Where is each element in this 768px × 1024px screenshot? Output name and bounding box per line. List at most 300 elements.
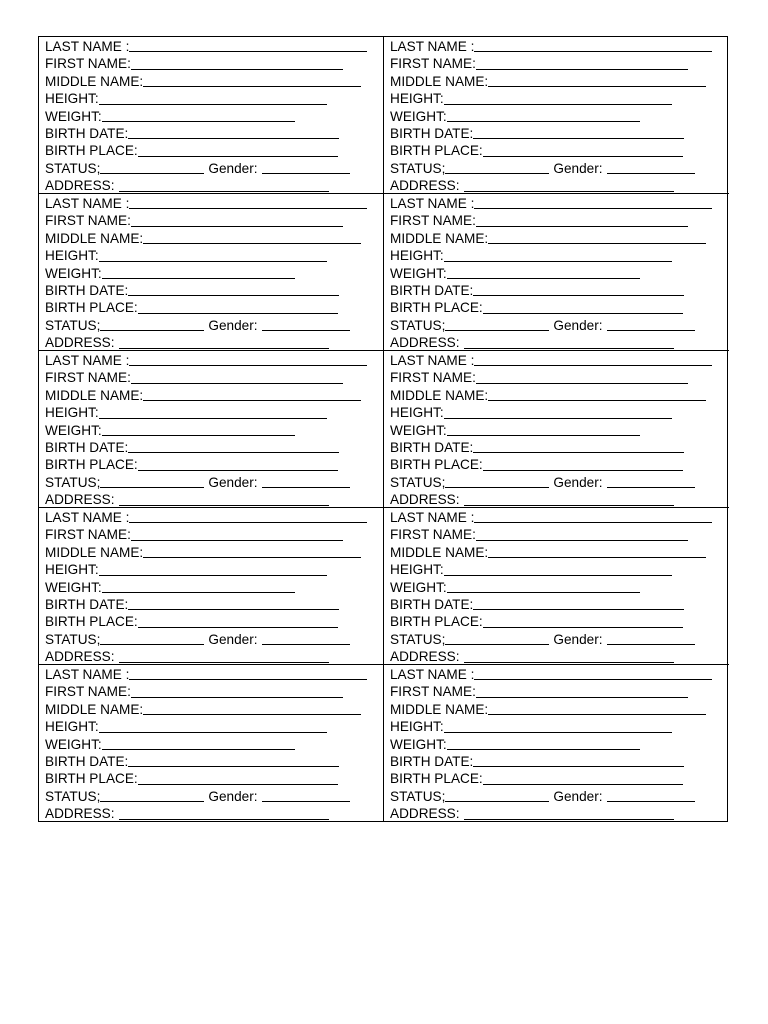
middle-name-line[interactable] — [488, 702, 706, 715]
status-gender-field[interactable] — [390, 160, 729, 177]
weight-field[interactable] — [390, 265, 729, 282]
weight-field[interactable] — [45, 579, 383, 596]
middle-name-label: MIDDLE NAME: — [390, 73, 489, 89]
birth-date-line[interactable] — [473, 126, 684, 139]
address-label: ADDRESS: — [390, 335, 460, 351]
weight-line[interactable] — [447, 737, 640, 750]
middle-name-field[interactable] — [45, 544, 383, 561]
first-name-line[interactable] — [131, 214, 343, 227]
height-field[interactable] — [390, 404, 729, 421]
status-label: STATUS; — [45, 788, 101, 804]
first-name-field[interactable] — [390, 526, 729, 543]
first-name-line[interactable] — [476, 528, 688, 541]
first-name-line[interactable] — [476, 371, 688, 384]
gender-label: Gender: — [553, 631, 603, 647]
status-gender-field[interactable] — [390, 631, 729, 648]
birth-date-label: BIRTH DATE: — [390, 439, 474, 455]
status-line[interactable] — [100, 789, 204, 802]
gender-label: Gender: — [208, 160, 258, 176]
weight-line[interactable] — [447, 580, 640, 593]
gender-line[interactable] — [262, 475, 350, 488]
status-line[interactable] — [445, 789, 549, 802]
middle-name-field[interactable] — [390, 544, 729, 561]
middle-name-line[interactable] — [143, 702, 361, 715]
middle-name-field[interactable] — [45, 701, 383, 718]
height-line[interactable] — [444, 720, 672, 733]
first-name-line[interactable] — [476, 214, 688, 227]
last-name-label: LAST NAME : — [45, 38, 130, 54]
last-name-line[interactable] — [474, 667, 712, 680]
first-name-field[interactable] — [45, 683, 383, 700]
middle-name-label: MIDDLE NAME: — [390, 544, 489, 560]
gender-label: Gender: — [553, 788, 603, 804]
birth-place-line[interactable] — [483, 615, 683, 628]
address-field[interactable] — [45, 177, 383, 194]
status-gender-field[interactable] — [45, 631, 383, 648]
height-line[interactable] — [99, 563, 327, 576]
record-card — [39, 351, 384, 508]
address-field[interactable] — [45, 805, 383, 822]
last-name-label: LAST NAME : — [390, 352, 475, 368]
middle-name-line[interactable] — [143, 74, 361, 87]
first-name-field[interactable] — [45, 526, 383, 543]
birth-place-line[interactable] — [483, 144, 683, 157]
weight-label: WEIGHT: — [390, 579, 447, 595]
height-line[interactable] — [99, 249, 327, 262]
birth-date-label: BIRTH DATE: — [45, 125, 129, 141]
address-line[interactable] — [119, 493, 329, 506]
middle-name-line[interactable] — [488, 388, 706, 401]
birth-place-field[interactable] — [390, 299, 729, 316]
height-line[interactable] — [99, 92, 327, 105]
last-name-field[interactable] — [45, 38, 383, 55]
middle-name-line[interactable] — [488, 74, 706, 87]
birth-date-line[interactable] — [128, 440, 339, 453]
birth-place-label: BIRTH PLACE: — [45, 771, 138, 787]
last-name-field[interactable] — [45, 195, 383, 212]
last-name-line[interactable] — [129, 39, 367, 52]
middle-name-line[interactable] — [488, 231, 706, 244]
gender-line[interactable] — [607, 475, 695, 488]
last-name-line[interactable] — [129, 510, 367, 523]
record-cards-grid — [38, 36, 728, 822]
address-field[interactable] — [390, 648, 729, 665]
first-name-line[interactable] — [131, 57, 343, 70]
gender-label: Gender: — [208, 317, 258, 333]
record-card — [384, 37, 729, 194]
height-label: HEIGHT: — [45, 562, 99, 578]
last-name-line[interactable] — [474, 196, 712, 209]
record-card — [384, 194, 729, 351]
middle-name-field[interactable] — [390, 701, 729, 718]
height-field[interactable] — [45, 247, 383, 264]
first-name-label: FIRST NAME: — [45, 56, 131, 72]
middle-name-label: MIDDLE NAME: — [45, 387, 144, 403]
birth-place-line[interactable] — [483, 458, 683, 471]
birth-date-line[interactable] — [473, 440, 684, 453]
birth-date-field[interactable] — [390, 282, 729, 299]
birth-date-line[interactable] — [128, 754, 339, 767]
height-field[interactable] — [45, 404, 383, 421]
gender-line[interactable] — [607, 318, 695, 331]
gender-label: Gender: — [208, 474, 258, 490]
first-name-field[interactable] — [390, 55, 729, 72]
birth-date-label: BIRTH DATE: — [45, 439, 129, 455]
first-name-field[interactable] — [45, 212, 383, 229]
birth-place-label: BIRTH PLACE: — [45, 614, 138, 630]
status-line[interactable] — [100, 318, 204, 331]
status-line[interactable] — [445, 161, 549, 174]
status-gender-field[interactable] — [390, 474, 729, 491]
birth-place-line[interactable] — [138, 301, 338, 314]
gender-line[interactable] — [262, 632, 350, 645]
birth-date-field[interactable] — [390, 439, 729, 456]
status-line[interactable] — [100, 632, 204, 645]
birth-place-field[interactable] — [45, 770, 383, 787]
record-card — [39, 508, 384, 665]
middle-name-label: MIDDLE NAME: — [390, 230, 489, 246]
record-card — [384, 508, 729, 665]
height-label: HEIGHT: — [390, 562, 444, 578]
birth-place-line[interactable] — [138, 772, 338, 785]
weight-label: WEIGHT: — [390, 265, 447, 281]
address-field[interactable] — [45, 334, 383, 351]
height-label: HEIGHT: — [390, 91, 444, 107]
birth-place-line[interactable] — [138, 144, 338, 157]
birth-place-label: BIRTH PLACE: — [390, 614, 483, 630]
record-card — [39, 194, 384, 351]
last-name-line[interactable] — [474, 353, 712, 366]
last-name-line[interactable] — [129, 353, 367, 366]
height-field[interactable] — [390, 90, 729, 107]
address-line[interactable] — [464, 179, 674, 192]
address-label: ADDRESS: — [45, 492, 115, 508]
birth-place-line[interactable] — [483, 301, 683, 314]
birth-place-line[interactable] — [138, 615, 338, 628]
address-label: ADDRESS: — [390, 649, 460, 665]
address-label: ADDRESS: — [390, 492, 460, 508]
last-name-line[interactable] — [129, 667, 367, 680]
last-name-line[interactable] — [474, 510, 712, 523]
first-name-field[interactable] — [45, 55, 383, 72]
status-line[interactable] — [445, 475, 549, 488]
birth-place-label: BIRTH PLACE: — [390, 143, 483, 159]
birth-date-line[interactable] — [473, 754, 684, 767]
height-line[interactable] — [444, 249, 672, 262]
birth-place-field[interactable] — [390, 456, 729, 473]
middle-name-line[interactable] — [143, 545, 361, 558]
birth-place-field[interactable] — [390, 142, 729, 159]
birth-date-field[interactable] — [45, 282, 383, 299]
birth-date-line[interactable] — [128, 597, 339, 610]
last-name-field[interactable] — [45, 352, 383, 369]
height-label: HEIGHT: — [390, 405, 444, 421]
first-name-field[interactable] — [45, 369, 383, 386]
address-field[interactable] — [390, 805, 729, 822]
status-label: STATUS; — [390, 317, 446, 333]
weight-line[interactable] — [102, 109, 295, 122]
height-label: HEIGHT: — [390, 248, 444, 264]
address-field[interactable] — [390, 177, 729, 194]
weight-line[interactable] — [447, 266, 640, 279]
birth-place-label: BIRTH PLACE: — [390, 771, 483, 787]
weight-label: WEIGHT: — [45, 736, 102, 752]
status-gender-field[interactable] — [390, 317, 729, 334]
first-name-field[interactable] — [390, 212, 729, 229]
birth-date-label: BIRTH DATE: — [390, 753, 474, 769]
status-label: STATUS; — [45, 160, 101, 176]
last-name-field[interactable] — [390, 38, 729, 55]
status-gender-field[interactable] — [45, 317, 383, 334]
middle-name-label: MIDDLE NAME: — [45, 701, 144, 717]
weight-field[interactable] — [390, 736, 729, 753]
middle-name-label: MIDDLE NAME: — [45, 230, 144, 246]
birth-place-label: BIRTH PLACE: — [390, 300, 483, 316]
weight-label: WEIGHT: — [45, 579, 102, 595]
last-name-label: LAST NAME : — [45, 352, 130, 368]
height-field[interactable] — [390, 247, 729, 264]
first-name-label: FIRST NAME: — [45, 527, 131, 543]
height-line[interactable] — [444, 92, 672, 105]
birth-date-label: BIRTH DATE: — [45, 596, 129, 612]
address-line[interactable] — [119, 179, 329, 192]
height-field[interactable] — [390, 718, 729, 735]
last-name-label: LAST NAME : — [390, 509, 475, 525]
weight-field[interactable] — [390, 422, 729, 439]
height-line[interactable] — [99, 720, 327, 733]
weight-field[interactable] — [45, 422, 383, 439]
address-label: ADDRESS: — [390, 806, 460, 822]
weight-label: WEIGHT: — [45, 108, 102, 124]
first-name-line[interactable] — [131, 528, 343, 541]
gender-line[interactable] — [607, 632, 695, 645]
middle-name-field[interactable] — [45, 73, 383, 90]
last-name-label: LAST NAME : — [45, 666, 130, 682]
address-field[interactable] — [45, 648, 383, 665]
address-line[interactable] — [464, 493, 674, 506]
gender-label: Gender: — [208, 631, 258, 647]
height-line[interactable] — [444, 406, 672, 419]
middle-name-label: MIDDLE NAME: — [45, 73, 144, 89]
weight-line[interactable] — [102, 580, 295, 593]
birth-place-label: BIRTH PLACE: — [45, 300, 138, 316]
height-label: HEIGHT: — [390, 719, 444, 735]
first-name-label: FIRST NAME: — [390, 527, 476, 543]
record-card — [39, 665, 384, 821]
address-field[interactable] — [45, 491, 383, 508]
last-name-field[interactable] — [390, 509, 729, 526]
first-name-label: FIRST NAME: — [390, 370, 476, 386]
middle-name-line[interactable] — [488, 545, 706, 558]
first-name-label: FIRST NAME: — [45, 370, 131, 386]
gender-label: Gender: — [553, 317, 603, 333]
birth-date-field[interactable] — [45, 753, 383, 770]
first-name-label: FIRST NAME: — [390, 684, 476, 700]
status-line[interactable] — [445, 318, 549, 331]
record-card — [39, 37, 384, 194]
address-label: ADDRESS: — [45, 806, 115, 822]
last-name-label: LAST NAME : — [390, 666, 475, 682]
address-label: ADDRESS: — [45, 649, 115, 665]
birth-place-field[interactable] — [45, 456, 383, 473]
birth-date-line[interactable] — [473, 597, 684, 610]
middle-name-line[interactable] — [143, 388, 361, 401]
last-name-field[interactable] — [45, 666, 383, 683]
middle-name-field[interactable] — [45, 387, 383, 404]
address-line[interactable] — [464, 336, 674, 349]
status-gender-field[interactable] — [45, 474, 383, 491]
first-name-label: FIRST NAME: — [45, 213, 131, 229]
status-label: STATUS; — [45, 631, 101, 647]
middle-name-field[interactable] — [390, 387, 729, 404]
weight-label: WEIGHT: — [390, 108, 447, 124]
address-field[interactable] — [390, 334, 729, 351]
birth-place-field[interactable] — [45, 142, 383, 159]
birth-date-label: BIRTH DATE: — [390, 596, 474, 612]
first-name-label: FIRST NAME: — [45, 684, 131, 700]
middle-name-label: MIDDLE NAME: — [390, 701, 489, 717]
weight-field[interactable] — [45, 736, 383, 753]
address-label: ADDRESS: — [45, 178, 115, 194]
birth-date-field[interactable] — [45, 439, 383, 456]
address-line[interactable] — [464, 807, 674, 820]
height-label: HEIGHT: — [45, 719, 99, 735]
middle-name-label: MIDDLE NAME: — [45, 544, 144, 560]
address-line[interactable] — [119, 807, 329, 820]
birth-place-field[interactable] — [45, 299, 383, 316]
last-name-line[interactable] — [474, 39, 712, 52]
birth-place-label: BIRTH PLACE: — [390, 457, 483, 473]
last-name-label: LAST NAME : — [390, 195, 475, 211]
address-label: ADDRESS: — [390, 178, 460, 194]
gender-line[interactable] — [607, 161, 695, 174]
address-line[interactable] — [119, 650, 329, 663]
first-name-line[interactable] — [476, 57, 688, 70]
status-label: STATUS; — [390, 788, 446, 804]
status-gender-field[interactable] — [45, 160, 383, 177]
status-label: STATUS; — [45, 317, 101, 333]
status-gender-field[interactable] — [390, 788, 729, 805]
first-name-field[interactable] — [390, 683, 729, 700]
weight-field[interactable] — [45, 265, 383, 282]
last-name-field[interactable] — [45, 509, 383, 526]
height-field[interactable] — [390, 561, 729, 578]
birth-place-line[interactable] — [138, 458, 338, 471]
status-label: STATUS; — [390, 160, 446, 176]
birth-date-label: BIRTH DATE: — [45, 282, 129, 298]
weight-label: WEIGHT: — [390, 422, 447, 438]
birth-place-label: BIRTH PLACE: — [45, 143, 138, 159]
middle-name-field[interactable] — [390, 73, 729, 90]
birth-place-field[interactable] — [390, 613, 729, 630]
birth-date-field[interactable] — [45, 125, 383, 142]
birth-place-line[interactable] — [483, 772, 683, 785]
gender-line[interactable] — [262, 789, 350, 802]
last-name-field[interactable] — [390, 666, 729, 683]
first-name-label: FIRST NAME: — [390, 213, 476, 229]
birth-date-field[interactable] — [390, 596, 729, 613]
height-line[interactable] — [99, 406, 327, 419]
birth-place-field[interactable] — [390, 770, 729, 787]
first-name-label: FIRST NAME: — [390, 56, 476, 72]
last-name-label: LAST NAME : — [390, 38, 475, 54]
weight-field[interactable] — [390, 579, 729, 596]
birth-date-field[interactable] — [390, 125, 729, 142]
address-label: ADDRESS: — [45, 335, 115, 351]
first-name-line[interactable] — [476, 685, 688, 698]
birth-date-line[interactable] — [473, 283, 684, 296]
birth-date-label: BIRTH DATE: — [45, 753, 129, 769]
gender-line[interactable] — [262, 318, 350, 331]
weight-field[interactable] — [45, 108, 383, 125]
gender-label: Gender: — [553, 160, 603, 176]
last-name-label: LAST NAME : — [45, 509, 130, 525]
gender-label: Gender: — [208, 788, 258, 804]
middle-name-field[interactable] — [45, 230, 383, 247]
weight-label: WEIGHT: — [45, 422, 102, 438]
height-field[interactable] — [45, 718, 383, 735]
last-name-line[interactable] — [129, 196, 367, 209]
weight-line[interactable] — [447, 423, 640, 436]
address-line[interactable] — [119, 336, 329, 349]
birth-place-field[interactable] — [45, 613, 383, 630]
birth-place-label: BIRTH PLACE: — [45, 457, 138, 473]
gender-label: Gender: — [553, 474, 603, 490]
status-gender-field[interactable] — [45, 788, 383, 805]
status-line[interactable] — [100, 475, 204, 488]
height-field[interactable] — [45, 90, 383, 107]
status-label: STATUS; — [45, 474, 101, 490]
weight-field[interactable] — [390, 108, 729, 125]
last-name-field[interactable] — [390, 352, 729, 369]
gender-line[interactable] — [262, 161, 350, 174]
weight-label: WEIGHT: — [45, 265, 102, 281]
birth-date-label: BIRTH DATE: — [390, 282, 474, 298]
height-label: HEIGHT: — [45, 405, 99, 421]
record-card — [384, 351, 729, 508]
height-line[interactable] — [444, 563, 672, 576]
middle-name-label: MIDDLE NAME: — [390, 387, 489, 403]
height-label: HEIGHT: — [45, 248, 99, 264]
birth-date-line[interactable] — [128, 283, 339, 296]
status-line[interactable] — [100, 161, 204, 174]
birth-date-label: BIRTH DATE: — [390, 125, 474, 141]
weight-line[interactable] — [102, 423, 295, 436]
last-name-field[interactable] — [390, 195, 729, 212]
weight-line[interactable] — [447, 109, 640, 122]
gender-line[interactable] — [607, 789, 695, 802]
address-field[interactable] — [390, 491, 729, 508]
weight-line[interactable] — [102, 266, 295, 279]
last-name-label: LAST NAME : — [45, 195, 130, 211]
record-card — [384, 665, 729, 821]
first-name-field[interactable] — [390, 369, 729, 386]
first-name-line[interactable] — [131, 685, 343, 698]
weight-label: WEIGHT: — [390, 736, 447, 752]
status-line[interactable] — [445, 632, 549, 645]
weight-line[interactable] — [102, 737, 295, 750]
middle-name-field[interactable] — [390, 230, 729, 247]
birth-date-field[interactable] — [45, 596, 383, 613]
birth-date-line[interactable] — [128, 126, 339, 139]
status-label: STATUS; — [390, 474, 446, 490]
height-label: HEIGHT: — [45, 91, 99, 107]
height-field[interactable] — [45, 561, 383, 578]
address-line[interactable] — [464, 650, 674, 663]
first-name-line[interactable] — [131, 371, 343, 384]
birth-date-field[interactable] — [390, 753, 729, 770]
middle-name-line[interactable] — [143, 231, 361, 244]
